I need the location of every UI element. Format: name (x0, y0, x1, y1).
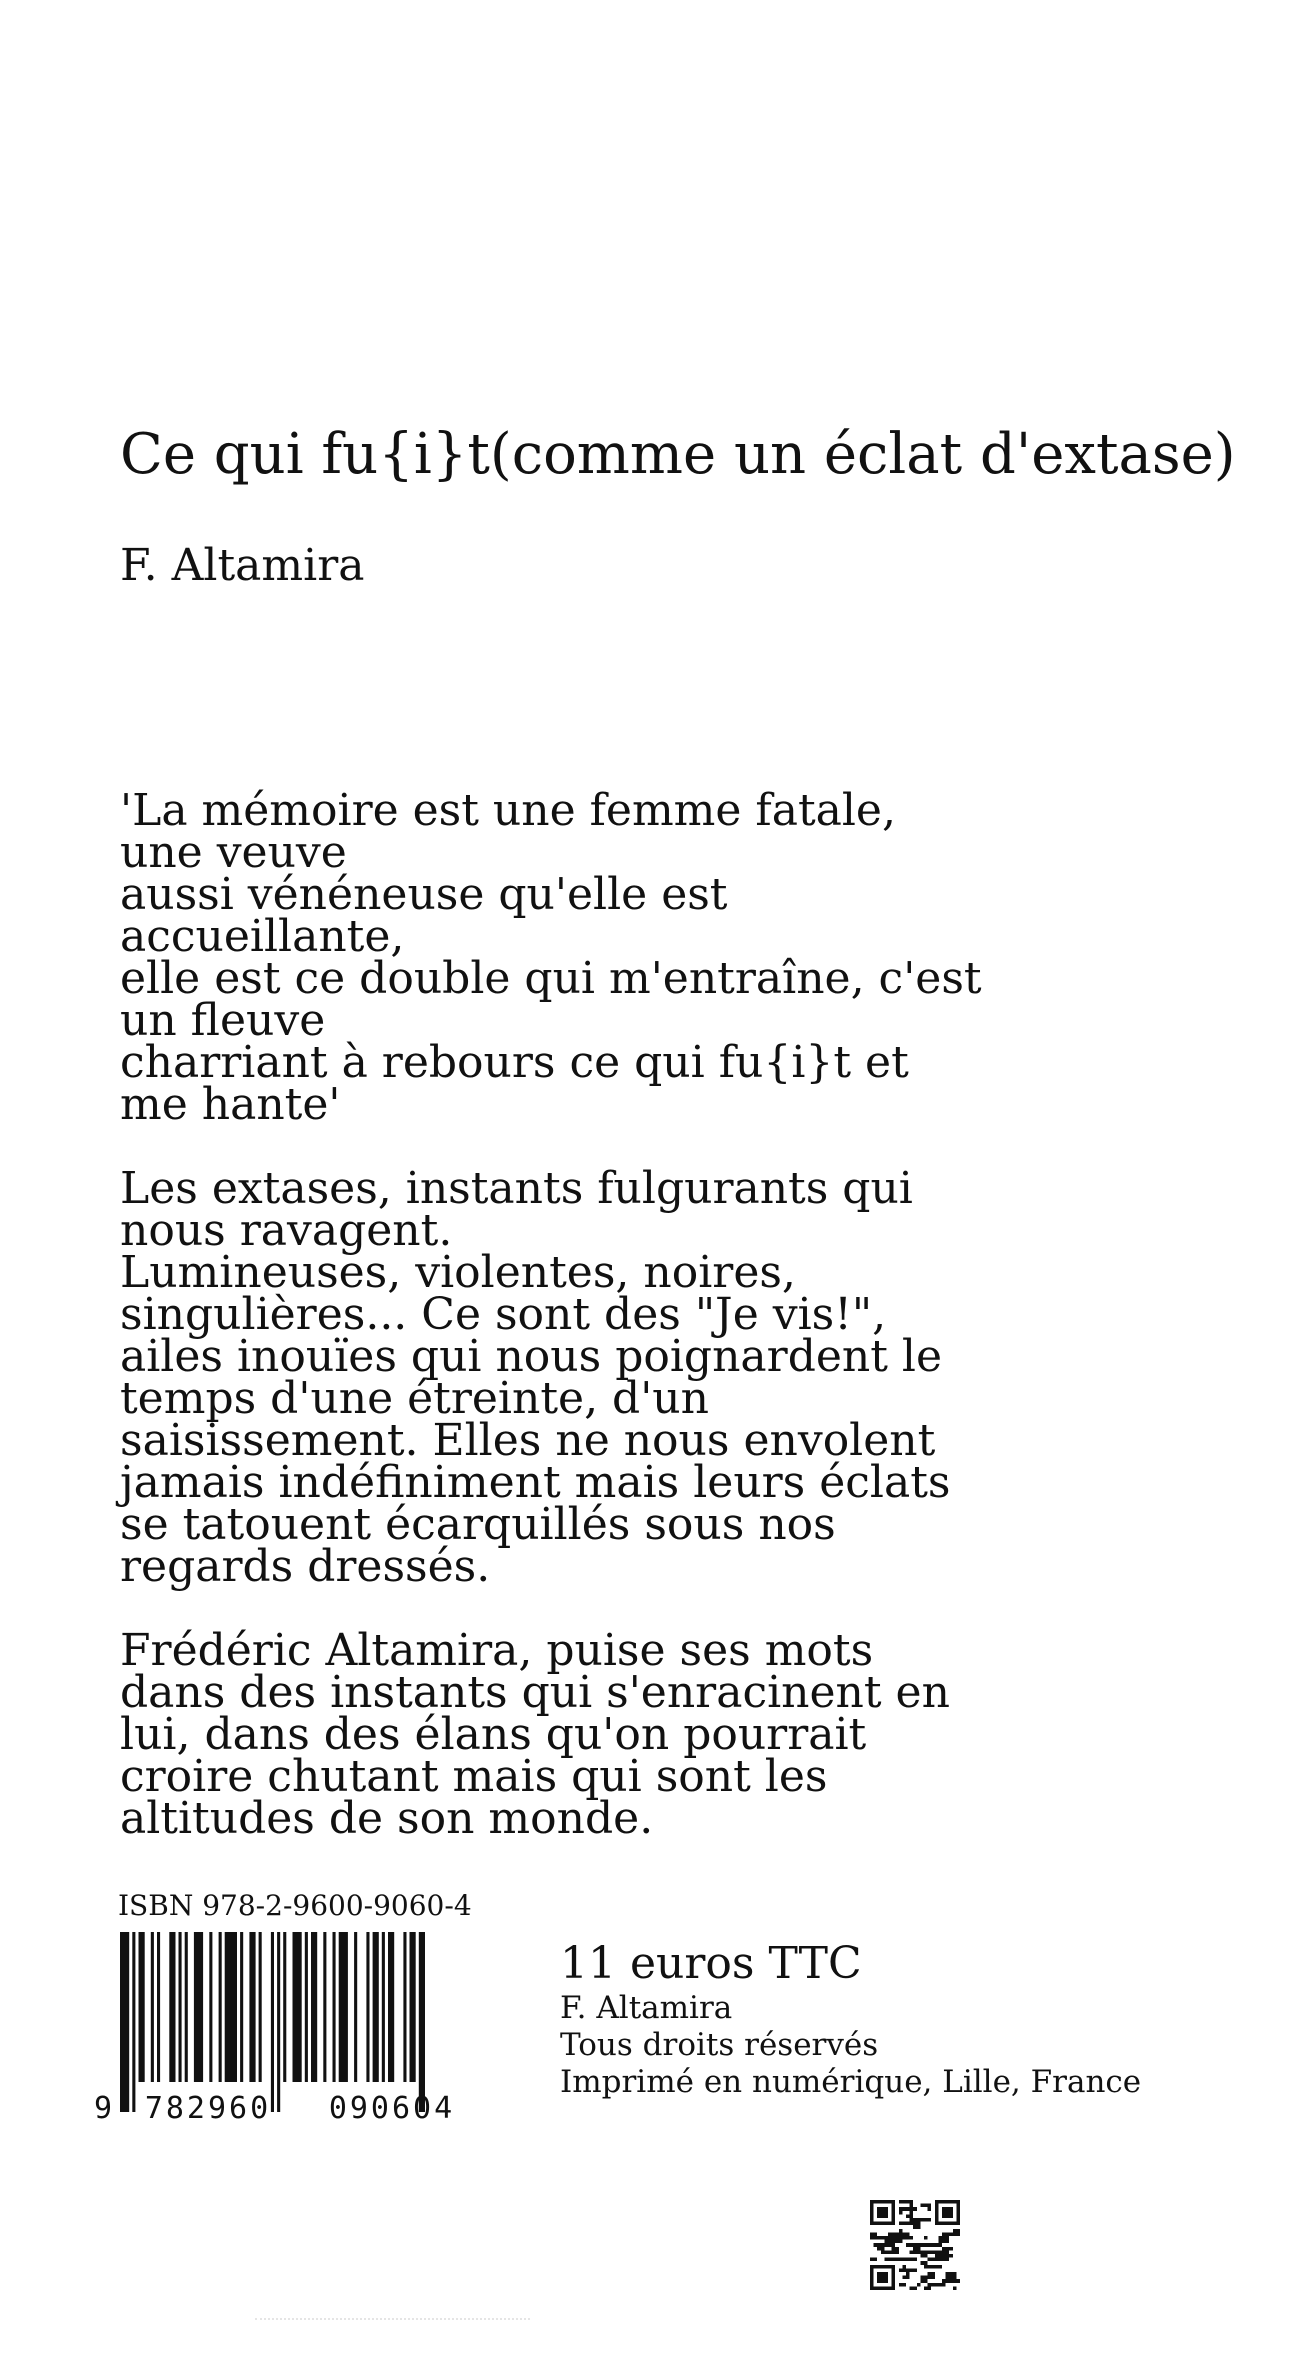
barcode-digit-group: 782960 (144, 2091, 272, 2124)
divider (255, 2318, 530, 2320)
publisher: F. Altamira (560, 1990, 733, 2026)
book-title: Ce qui fu{i}t(comme un éclat d'extase) (120, 422, 1236, 487)
blurb-paragraph: Les extases, instants fulgurants qui nous ravagent. Lumineuses, violentes, noires, singulières... Ce sont des "Je vis!", ailes inouïes qui nous poignardent le temps d'une étreinte, d'un saisissement. Elles ne nous envolent jamais indéfiniment mais leurs éclats se tatouent écarquillés sous nos regards dressés. (120, 1163, 951, 1592)
blurb-paragraph: Frédéric Altamira, puise ses mots dans des instants qui s'enracinent en lui, dans des élans qu'on pourrait croire chutant mais qui sont les altitudes de son monde. (120, 1625, 950, 1844)
book-author: F. Altamira (120, 540, 365, 591)
printing-notice: Imprimé en numérique, Lille, France (560, 2064, 1142, 2100)
barcode-digit-group: 9 (94, 2091, 113, 2124)
isbn-label: ISBN 978-2-9600-9060-4 (118, 1889, 472, 1922)
qr-code-icon (870, 2200, 960, 2290)
blurb-paragraph: 'La mémoire est une femme fatale, une veuve aussi vénéneuse qu'elle est accueillante, elle est ce double qui m'entraîne, c'est un fleuve charriant à rebours ce qui fu{i}t et me hante' (120, 785, 982, 1130)
barcode-icon (80, 1932, 500, 2124)
publication-info (560, 1938, 1141, 2101)
rights-notice: Tous droits réservés (560, 2027, 879, 2063)
price: 11 euros TTC (560, 1938, 862, 1989)
barcode-digit-group: 090604 (328, 2091, 456, 2124)
back-cover-blurb (120, 785, 990, 1882)
